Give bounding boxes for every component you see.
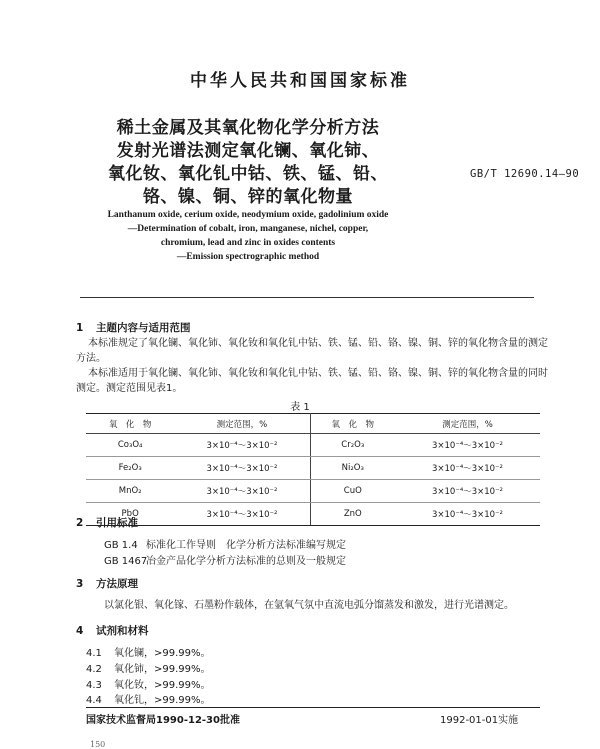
section-1-title: 主题内容与适用范围 xyxy=(96,322,191,334)
section-1-heading xyxy=(76,320,191,335)
table-header-range-2: 测定范围，% xyxy=(395,414,540,434)
standard-code: GB/T 12690.14—90 xyxy=(470,168,580,180)
section-3-heading xyxy=(76,576,138,591)
section-3-text: 以氯化银、氧化镓、石墨粉作载体，在氩氧气氛中直流电弧分馏蒸发和激发，进行光谱测定。 xyxy=(104,600,514,611)
reference-standard-1 xyxy=(104,536,346,551)
section-1-para-2-line-1: 本标准适用于氧化镧、氧化铈、氧化钕和氧化钆中钴、铁、锰、铅、铬、镍、铜、锌的氧化物含量的同时 xyxy=(88,368,548,379)
table-cell-range: 3×10⁻⁴～3×10⁻² xyxy=(395,457,540,480)
table-cell-range: 3×10⁻⁴～3×10⁻² xyxy=(174,480,310,503)
section-4-number: 4 xyxy=(76,625,84,637)
reagent-item xyxy=(86,644,211,659)
table-cell-range: 3×10⁻⁴～3×10⁻² xyxy=(174,457,310,480)
english-title-line-2: —Determination of cobalt, iron, manganese, nichel, copper, xyxy=(127,224,369,234)
effective-date: 1992-01-01实施 xyxy=(440,715,519,726)
reagent-item xyxy=(86,660,211,675)
reagent-number: 4.1 xyxy=(86,648,102,659)
table-cell-oxide: Cr₂O₃ xyxy=(310,434,395,457)
reagent-text: 氧化铈，>99.99%。 xyxy=(114,664,211,675)
reagent-item xyxy=(86,691,211,706)
title-line-2: 发射光谱法测定氧化镧、氧化铈、 xyxy=(116,141,380,161)
reagent-number: 4.4 xyxy=(86,695,102,706)
section-1-para-1-line-2: 方法。 xyxy=(76,353,106,364)
national-standard-heading: 中华人民共和国国家标准 xyxy=(190,71,410,91)
reagent-text: 氧化镧，>99.99%。 xyxy=(114,648,211,659)
table-cell-range: 3×10⁻⁴～3×10⁻² xyxy=(395,480,540,503)
table-row xyxy=(86,434,540,457)
reagent-number: 4.2 xyxy=(86,664,102,675)
table-cell-oxide: Fe₂O₃ xyxy=(86,457,174,480)
approval-line: 国家技术监督局1990-12-30批准 xyxy=(86,715,240,726)
oxide-range-table xyxy=(86,413,540,526)
reagent-number: 4.3 xyxy=(86,680,102,691)
table-1-caption: 表 1 xyxy=(290,402,310,413)
table-cell-oxide: ZnO xyxy=(310,503,395,526)
table-row xyxy=(86,480,540,503)
table-cell-range: 3×10⁻⁴～3×10⁻² xyxy=(174,503,310,526)
table-cell-range: 3×10⁻⁴～3×10⁻² xyxy=(174,434,310,457)
reference-text: 标准化工作导则 化学分析方法标准编写规定 xyxy=(146,540,346,551)
section-3-number: 3 xyxy=(76,578,84,590)
footer-divider xyxy=(86,707,540,708)
section-1-para-2-line-2: 测定。测定范围见表1。 xyxy=(76,383,183,394)
table-header-row xyxy=(86,414,540,434)
table-cell-oxide: PbO xyxy=(86,503,174,526)
title-line-1: 稀土金属及其氧化物化学分析方法 xyxy=(116,118,380,138)
table-row xyxy=(86,457,540,480)
english-title-line-1: Lanthanum oxide, cerium oxide, neodymium oxide, gadolinium oxide xyxy=(107,210,389,220)
table-cell-oxide: CuO xyxy=(310,480,395,503)
page-number: 150 xyxy=(90,740,106,749)
english-title-line-3: chromium, lead and zinc in oxides contents xyxy=(160,238,336,248)
table-cell-range: 3×10⁻⁴～3×10⁻² xyxy=(395,434,540,457)
table-cell-oxide: Ni₂O₃ xyxy=(310,457,395,480)
section-1-para-1-line-1: 本标准规定了氧化镧、氧化铈、氧化钕和氧化钆中钴、铁、锰、铅、铬、镍、铜、锌的氧化物含量的测定 xyxy=(88,338,548,349)
section-1-number: 1 xyxy=(76,322,84,334)
table-cell-oxide: Co₃O₄ xyxy=(86,434,174,457)
table-header-range-1: 测定范围，% xyxy=(174,414,310,434)
table-cell-oxide: MnO₂ xyxy=(86,480,174,503)
section-2-heading xyxy=(76,515,138,530)
reagent-item xyxy=(86,676,211,691)
reagent-text: 氧化钆，>99.99%。 xyxy=(114,695,211,706)
english-title-line-4: —Emission spectrographic method xyxy=(176,252,320,262)
section-2-number: 2 xyxy=(76,517,84,529)
table-cell-range: 3×10⁻⁴～3×10⁻² xyxy=(395,503,540,526)
reference-code: GB 1467 xyxy=(104,556,148,567)
section-4-title: 试剂和材料 xyxy=(96,625,149,637)
reference-text: 冶金产品化学分析方法标准的总则及一般规定 xyxy=(146,556,346,567)
reference-code: GB 1.4 xyxy=(104,540,138,551)
section-2-title: 引用标准 xyxy=(96,517,138,529)
title-line-4: 铬、镍、铜、锌的氧化物量 xyxy=(143,187,353,207)
table-row xyxy=(86,503,540,526)
reagent-text: 氧化钕，>99.99%。 xyxy=(114,680,211,691)
title-line-3: 氧化钕、氧化钆中钴、铁、锰、铅、 xyxy=(108,164,388,184)
table-header-oxide-1: 氧 化 物 xyxy=(86,414,174,434)
section-4-heading xyxy=(76,623,149,638)
table-header-oxide-2: 氧 化 物 xyxy=(310,414,395,434)
header-divider xyxy=(80,297,534,298)
section-3-title: 方法原理 xyxy=(96,578,138,590)
reference-standard-2 xyxy=(104,552,346,567)
